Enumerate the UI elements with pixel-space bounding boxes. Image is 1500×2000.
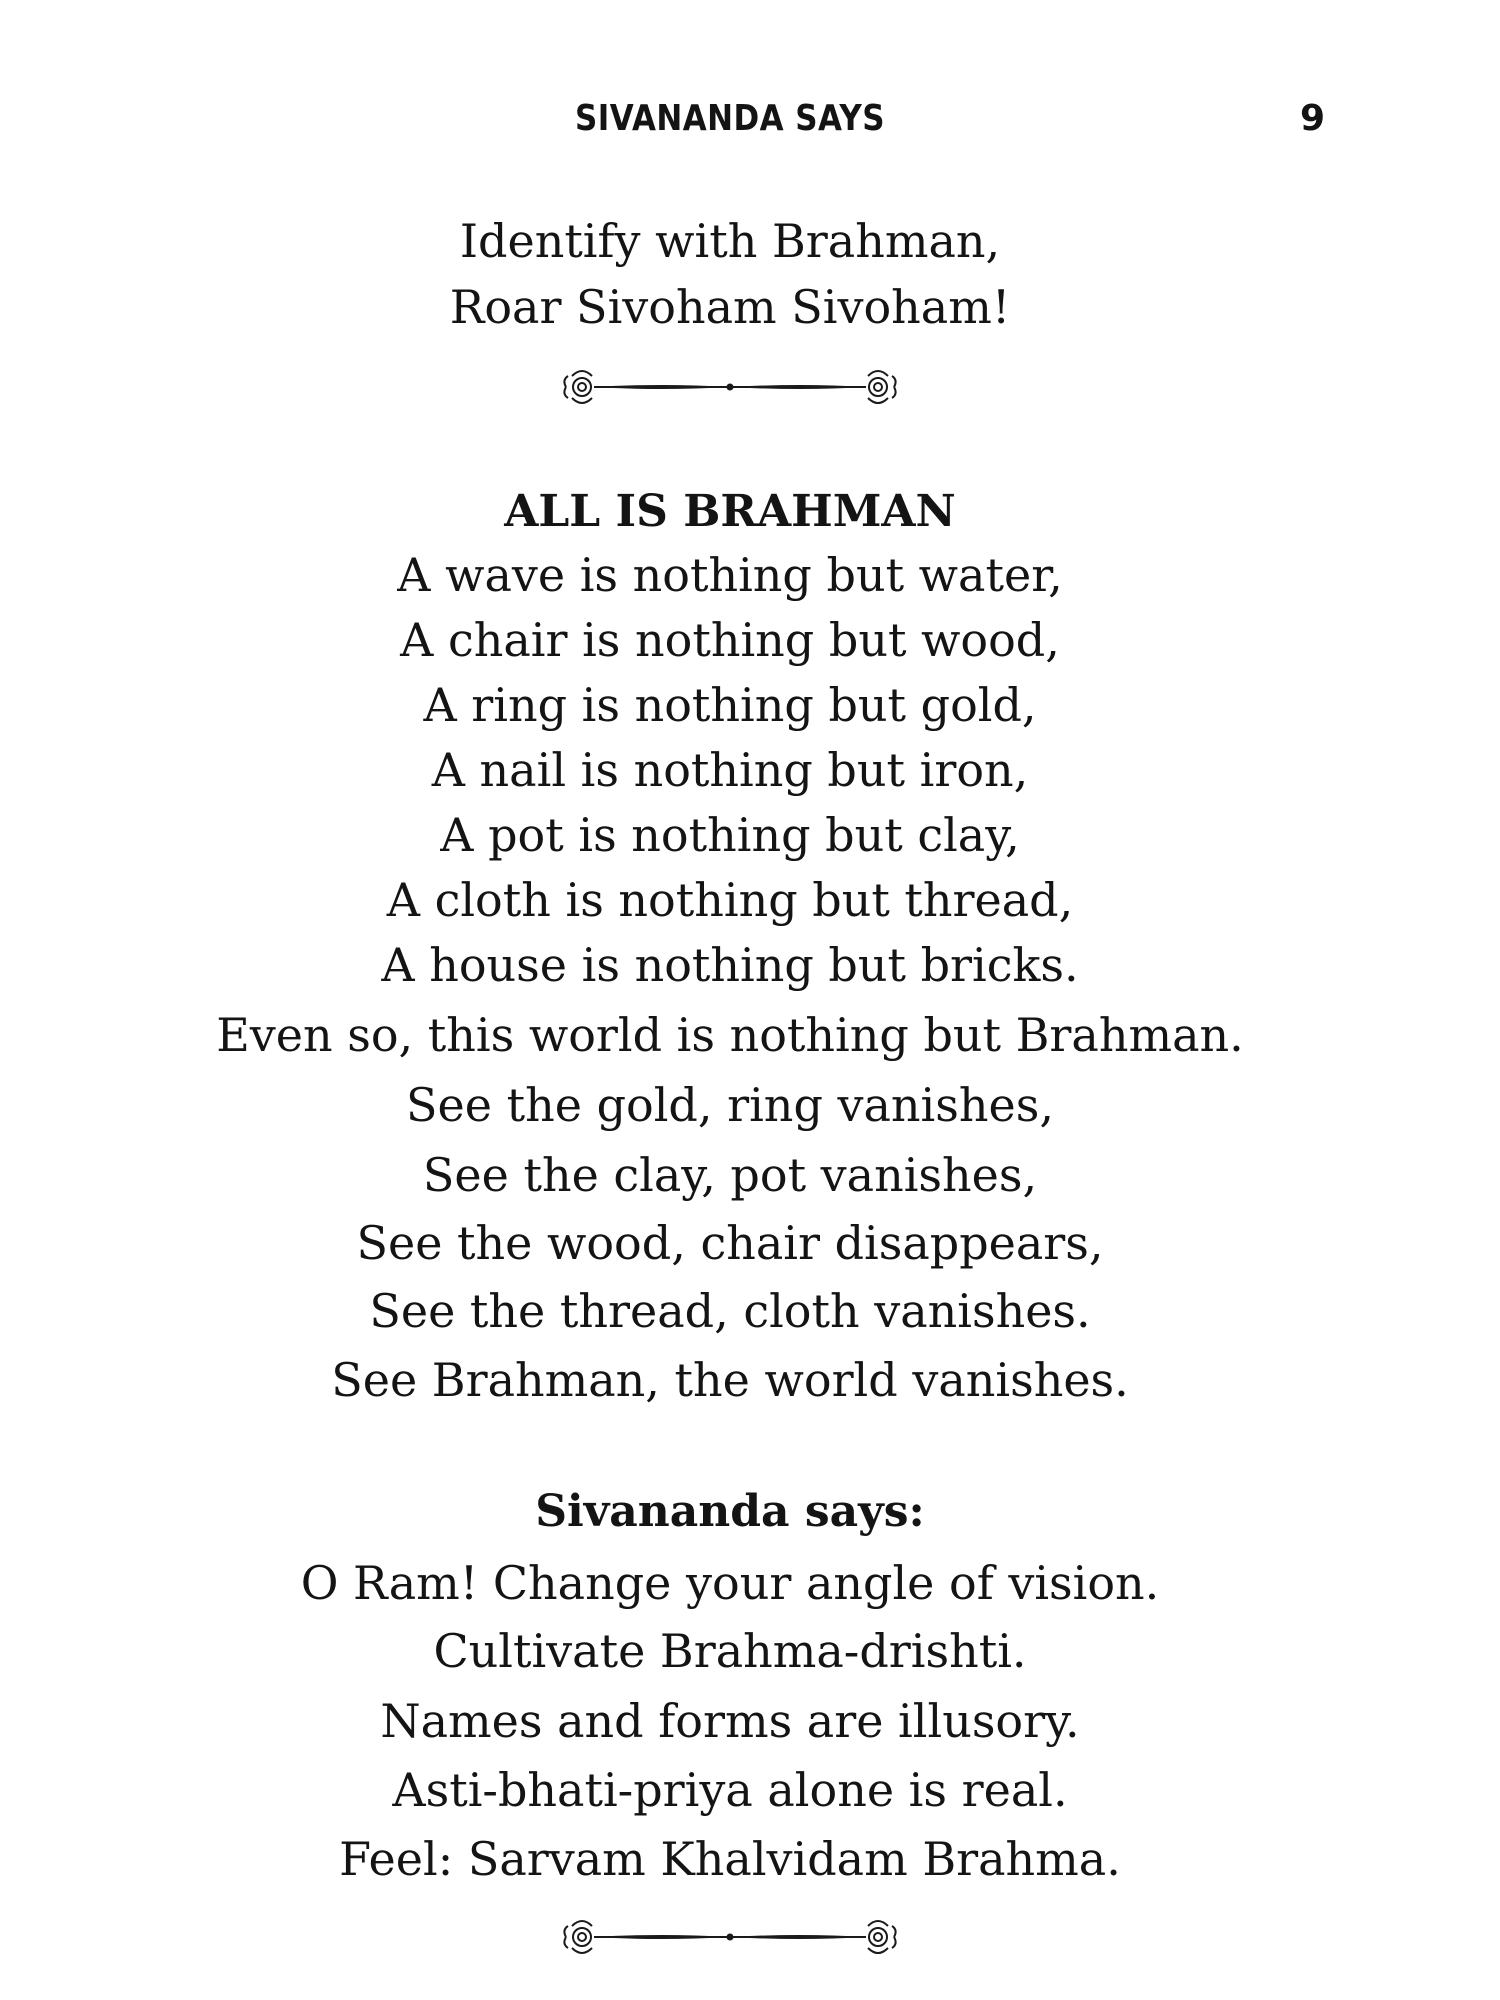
- poem-line: Even so, this world is nothing but Brahman.: [216, 1008, 1244, 1062]
- poem-line: A wave is nothing but water,: [397, 548, 1063, 602]
- poem-line: A ring is nothing but gold,: [423, 678, 1037, 732]
- poem-line: See the clay, pot vanishes,: [422, 1148, 1038, 1202]
- teaching-line: Cultivate Brahma-drishti.: [433, 1624, 1027, 1678]
- teaching-line: Feel: Sarvam Khalvidam Brahma.: [339, 1832, 1121, 1886]
- poem-line: See the gold, ring vanishes,: [406, 1078, 1054, 1132]
- page-number: 9: [1300, 98, 1326, 139]
- floral-divider-icon: [0, 362, 1460, 412]
- section-heading: ALL IS BRAHMAN: [504, 486, 956, 537]
- running-title: SIVANANDA SAYS: [575, 98, 885, 139]
- poem-line: A nail is nothing but iron,: [431, 743, 1029, 797]
- poem-line: A cloth is nothing but thread,: [386, 873, 1074, 927]
- poem-line: A pot is nothing but clay,: [440, 808, 1020, 862]
- poem-line: See the thread, cloth vanishes.: [369, 1284, 1091, 1338]
- teaching-line: O Ram! Change your angle of vision.: [300, 1556, 1160, 1610]
- intro-line: Identify with Brahman,: [459, 214, 1001, 268]
- poem-line: A house is nothing but bricks.: [381, 938, 1079, 992]
- poem-line: See Brahman, the world vanishes.: [331, 1353, 1129, 1407]
- teaching-line: Asti-bhati-priya alone is real.: [392, 1763, 1068, 1817]
- poem-line: See the wood, chair disappears,: [356, 1216, 1104, 1270]
- floral-divider-icon: [0, 1912, 1460, 1962]
- teaching-line: Names and forms are illusory.: [380, 1694, 1080, 1748]
- poem-line: A chair is nothing but wood,: [400, 613, 1060, 667]
- intro-line: Roar Sivoham Sivoham!: [449, 280, 1011, 334]
- running-head: [0, 98, 1500, 158]
- section-heading: Sivananda says:: [535, 1486, 925, 1537]
